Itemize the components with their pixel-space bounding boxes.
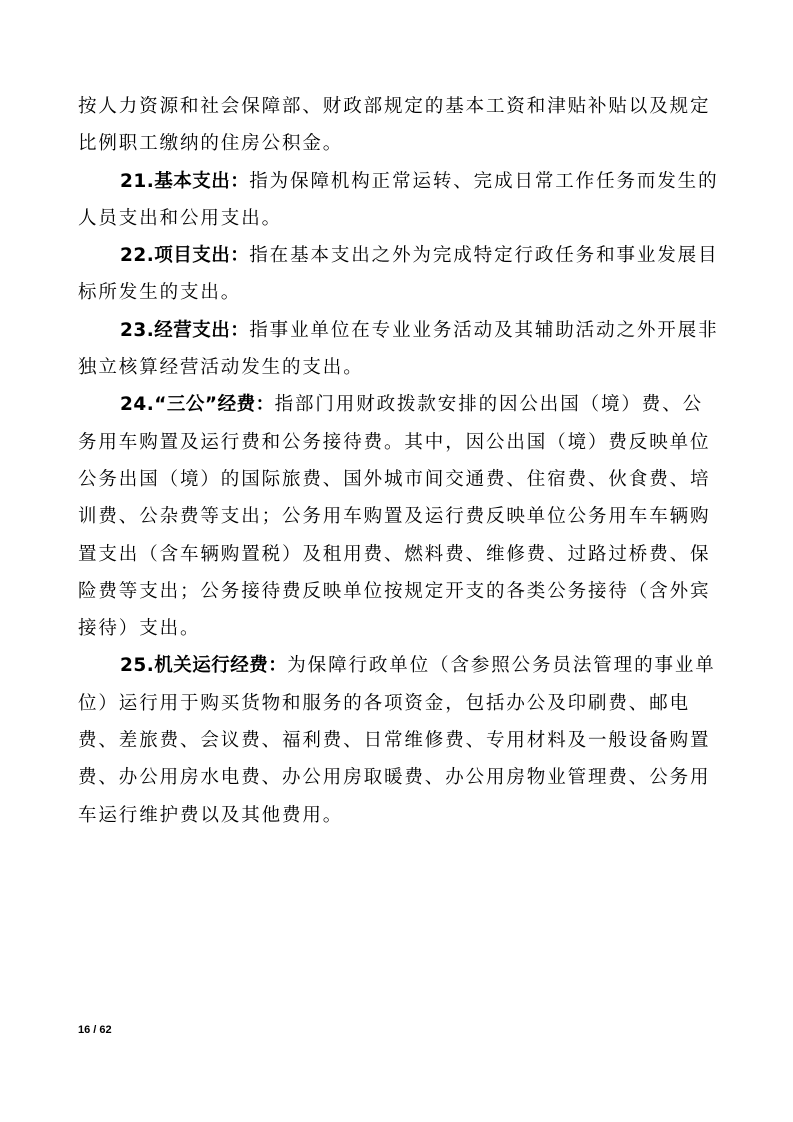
intro-paragraph: 按人力资源和社会保障部、财政部规定的基本工资和津贴补贴以及规定比例职工缴纳的住房公积金。 [78,96,711,155]
definition-text: 指部门用财政拨款安排的因公出国（境）费、公务用车购置及运行费和公务接待费。其中，因公出国（境）费反映单位公务出国（境）的国际旅费、国外城市间交通费、住宿费、伙食费、培训费、公杂费等支出；公务用车购置及运行费反映单位公务用车车辆购置支出（含车辆购置税）及租用费、燃料费、维修费、过路过桥费、保险费等支出；公务接待费反映单位按规定开支的各类公务接待（含外宾接待）支出。 [78,394,711,640]
definition-text: 指在基本支出之外为完成特定行政任务和事业发展目标所发生的支出。 [78,245,719,304]
definition-paragraph-21 [78,163,721,238]
definition-paragraph-25 [78,647,721,833]
definition-text: 指事业单位在专业业务活动及其辅助活动之外开展非独立核算经营活动发生的支出。 [78,319,719,379]
term-label: 24.“三公”经费： [120,394,275,416]
definition-text: 指为保障机构正常运转、完成日常工作任务而发生的人员支出和公用支出。 [78,170,719,229]
definition-paragraph-22 [78,237,721,312]
definition-text: 为保障行政单位（含参照公务员法管理的事业单位）运行用于购买货物和服务的各项资金，包括办公及印刷费、邮电费、差旅费、会议费、福利费、日常维修费、专用材料及一般设备购置费、办公用房水电费、办公用房取暖费、办公用房物业管理费、公务用车运行维护费以及其他费用。 [78,655,716,826]
document-body [78,88,721,834]
term-label: 21.基本支出： [120,170,250,192]
term-label: 25.机关运行经费： [120,655,288,677]
page-number: 16 / 62 [78,1024,112,1036]
term-label: 23.经营支出： [120,319,250,341]
term-label: 22.项目支出： [120,245,250,267]
definition-paragraph-23 [78,312,721,387]
definition-paragraph-24 [78,386,721,647]
